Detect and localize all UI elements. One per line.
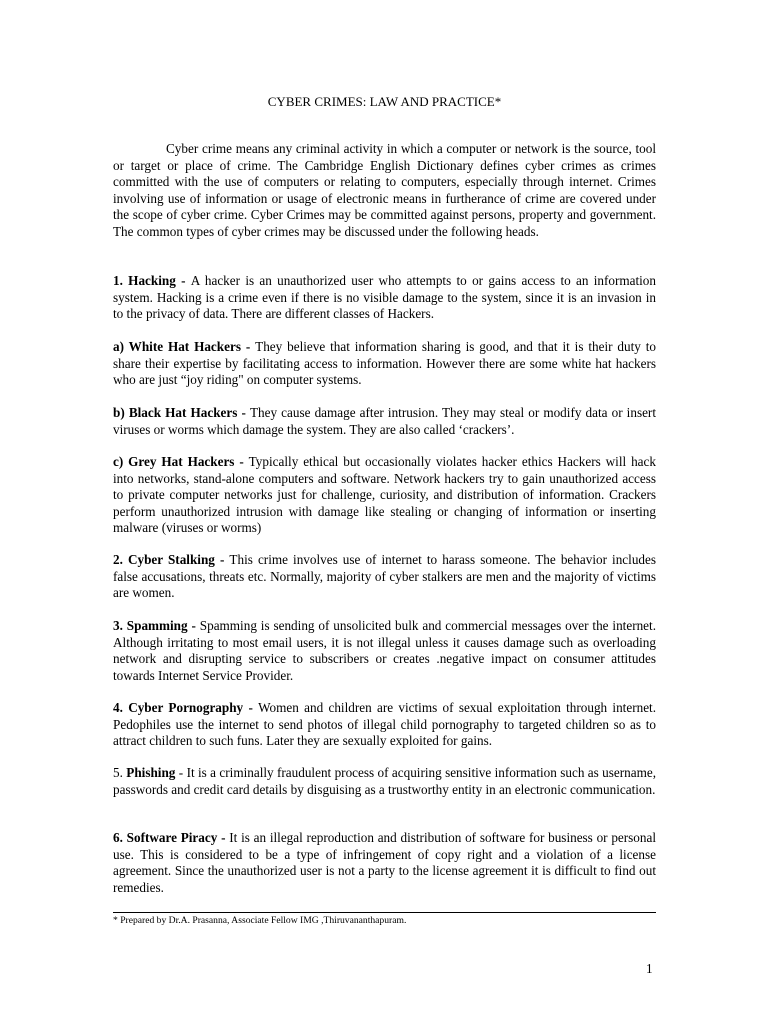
section-heading: 3. Spamming - <box>113 618 200 633</box>
section-text: They believe that information sharing is good, and that it is their duty to share their expertise by facilitating access to information. However there are some white hat hackers who are just “joy riding" on computer systems. <box>113 339 656 388</box>
section-black-hat-hackers <box>113 405 656 438</box>
section-text: Typically ethical but occasionally violates hacker ethics Hackers will hack into networks, stand-alone computers and software. Network hackers try to gain unauthorized access to private computer networks just for challenge, curiosity, and distribution of information. Crackers perform unauthorized intrusion with damage like stealing or changing of information or inserting malware (viruses or worms) <box>113 454 656 536</box>
section-text: Women and children are victims of sexual exploitation through internet. Pedophiles use the internet to send photos of illegal child pornography to targeted children so as to attract children to such funs. Later they are sexually exploited for gains. <box>113 700 657 749</box>
section-white-hat-hackers <box>113 339 656 389</box>
section-heading: b) Black Hat Hackers - <box>113 405 250 420</box>
section-text: This crime involves use of internet to harass someone. The behavior includes false accusations, threats etc. Normally, majority of cyber stalkers are men and the majority of victims are women. <box>113 552 656 601</box>
footnote: * Prepared by Dr.A. Prasanna, Associate Fellow IMG ,Thiruvananthapuram. <box>113 915 407 926</box>
section-text: Spamming is sending of unsolicited bulk and commercial messages over the internet. Although irritating to most email users, it is not illegal unless it causes damage such as overloading network and disrupting service to subscribers or creates .negative impact on consumer attitudes towards Internet Service Provider. <box>113 618 656 683</box>
section-heading: c) Grey Hat Hackers - <box>113 454 249 469</box>
section-software-piracy <box>113 830 656 896</box>
section-text: They cause damage after intrusion. They may steal or modify data or insert viruses or worms which damage the system. They are also called ‘crackers’. <box>113 405 656 437</box>
section-cyber-pornography <box>113 700 656 750</box>
intro-paragraph: Cyber crime means any criminal activity in which a computer or network is the source, tool or target or place of crime. The Cambridge English Dictionary defines cyber crimes as crimes committed with the use of computers or relating to computers, especially through internet. Crimes involving use of information or usage of electronic means in furtherance of crime are covered under the scope of cyber crime. Cyber Crimes may be committed against persons, property and government. The common types of cyber crimes may be discussed under the following heads. <box>113 141 656 239</box>
section-phishing <box>113 765 656 798</box>
section-hacking <box>113 273 656 323</box>
section-cyber-stalking <box>113 552 656 602</box>
section-text: - It is a criminally fraudulent process of acquiring sensitive information such as username, passwords and credit card details by disguising as a trustworthy entity in an electronic communication. <box>113 765 657 797</box>
section-heading: 1. Hacking - <box>113 273 191 288</box>
document-title: CYBER CRIMES: LAW AND PRACTICE* <box>267 94 502 109</box>
section-spamming <box>113 618 656 684</box>
section-text: A hacker is an unauthorized user who attempts to or gains access to an information system. Hacking is a crime even if there is no visible damage to the system, since it is an invasion in to the privacy of data. There are different classes of Hackers. <box>113 273 656 322</box>
page-number: 1 <box>646 961 653 976</box>
section-heading: 4. Cyber Pornography - <box>113 700 259 715</box>
section-heading: Phishing <box>126 765 176 780</box>
section-heading: 2. Cyber Stalking - <box>113 552 230 567</box>
section-heading: a) White Hat Hackers - <box>113 339 256 354</box>
section-grey-hat-hackers <box>113 454 656 537</box>
footnote-divider <box>113 912 656 913</box>
section-heading: 6. Software Piracy - <box>113 830 230 845</box>
section-text: It is an illegal reproduction and distribution of software for business or personal use. This is considered to be a type of infringement of copy right and a violation of a license agreement. Since the unauthorized user is not a party to the license agreement it is difficult to find out remedies. <box>113 830 656 895</box>
section-number: 5. <box>113 765 127 780</box>
